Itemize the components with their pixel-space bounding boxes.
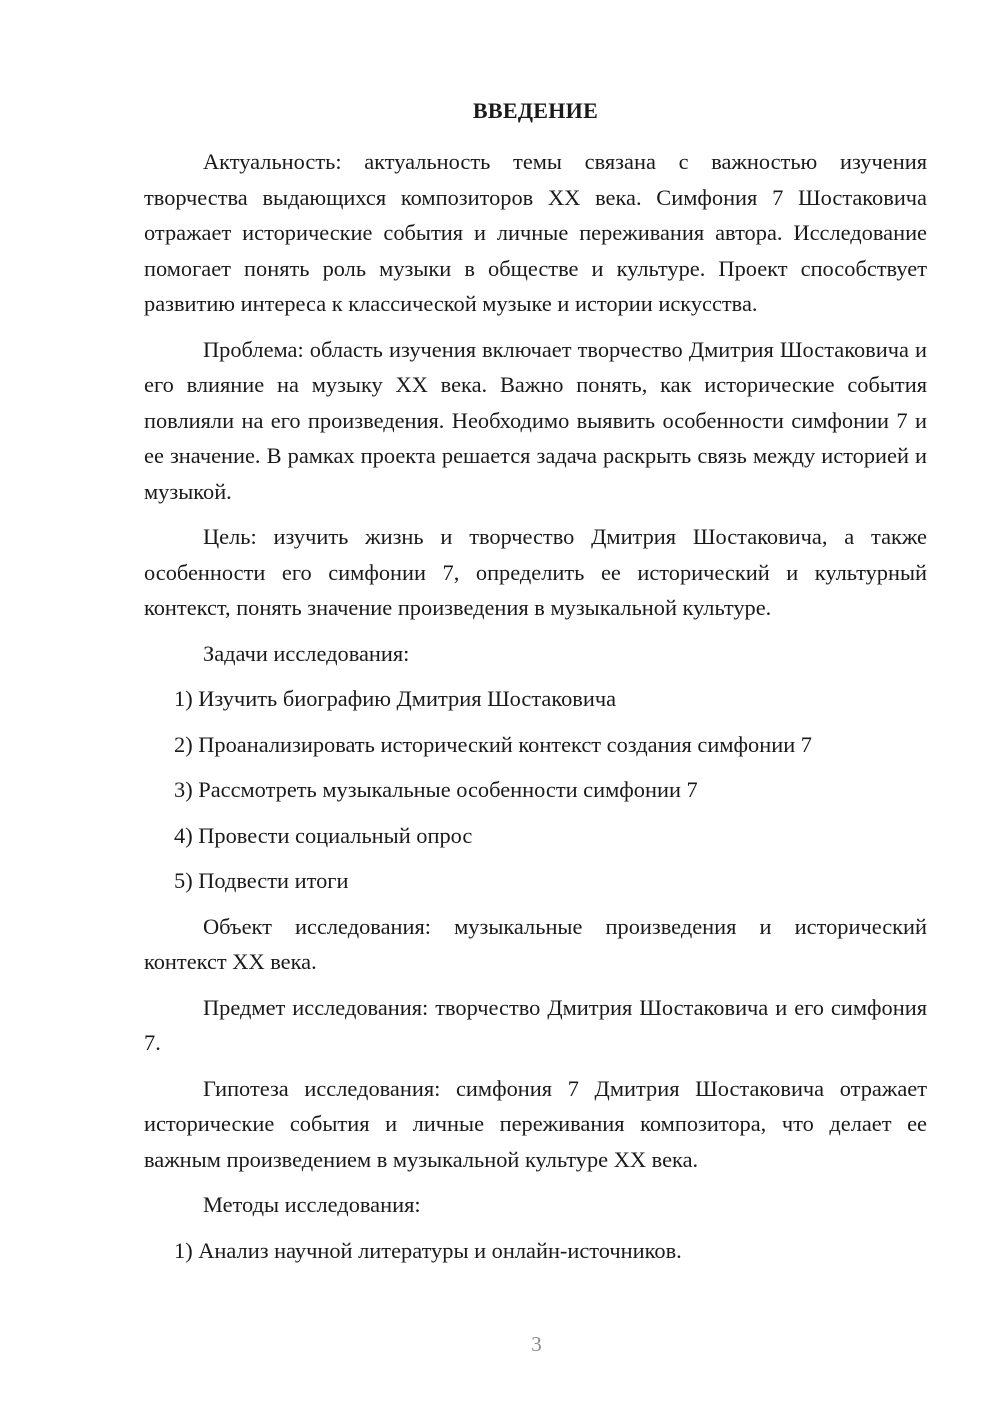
list-item: 2) Проанализировать исторический контекст создания симфонии 7 [174, 731, 812, 757]
list-item: 1) Анализ научной литературы и онлайн-источников. [174, 1237, 682, 1263]
methods-list [144, 1233, 927, 1269]
subject-paragraph: Предмет исследования: творчество Дмитрия Шостаковича и его симфония 7. [144, 994, 927, 1055]
page-number: 3 [531, 1332, 542, 1356]
list-item: 3) Рассмотреть музыкальные особенности симфонии 7 [174, 777, 698, 802]
list-item: 4) Провести социальный опрос [174, 822, 473, 848]
tasks-list [144, 681, 927, 899]
goal-paragraph: Цель: изучить жизнь и творчество Дмитрия Шостаковича, а также особенности его симфонии 7, определить ее исторический и культурный контекст, понять значение произведения в музыкальной культуре. [144, 524, 927, 620]
page-title: ВВЕДЕНИЕ [472, 98, 599, 123]
list-item: 1) Изучить биографию Дмитрия Шостаковича [174, 686, 617, 711]
document-page [144, 96, 927, 1278]
object-paragraph: Объект исследования: музыкальные произведения и исторический контекст XX века. [144, 913, 927, 974]
methods-heading: Методы исследования: [203, 1192, 421, 1217]
problem-paragraph: Проблема: область изучения включает творчество Дмитрия Шостаковича и его влияние на музыку XX века. Важно понять, как исторические события повлияли на его произведения. Необходимо выявить особенности симфонии 7 и ее значение. В рамках проекта решается задача раскрыть связь между историей и музыкой. [144, 336, 927, 504]
list-item: 5) Подвести итоги [174, 868, 349, 893]
tasks-heading: Задачи исследования: [203, 640, 410, 666]
hypothesis-paragraph: Гипотеза исследования: симфония 7 Дмитрия Шостаковича отражает исторические события и личные переживания композитора, что делает ее важным произведением в музыкальной культуре XX века. [144, 1075, 927, 1172]
relevance-paragraph: Актуальность: актуальность темы связана с важностью изучения творчества выдающихся композиторов XX века. Симфония 7 Шостаковича отражает исторические события и личные переживания автора. Исследование помогает понять роль музыки в обществе и культуре. Проект способствует развитию интереса к классической музыке и истории искусства. [144, 149, 927, 316]
